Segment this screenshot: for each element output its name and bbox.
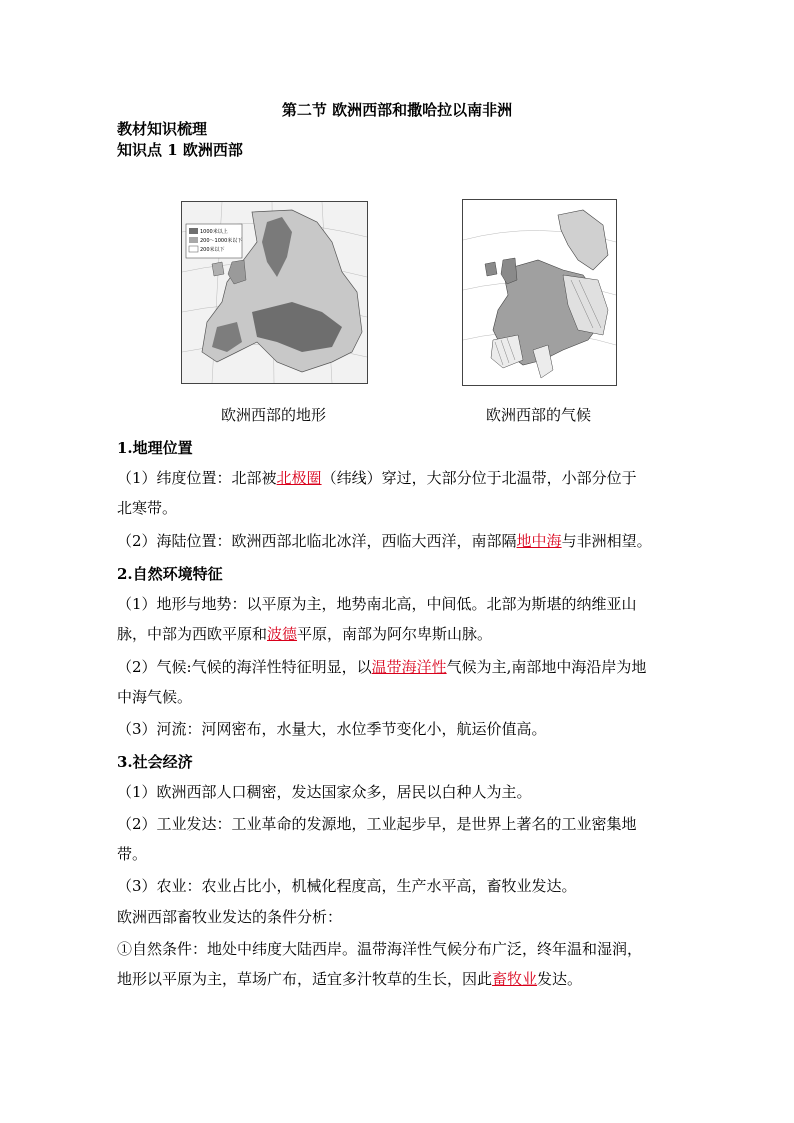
s3-para5-cont: 地形以平原为主，草场广布，适宜多汁牧草的生长，因此畜牧业发达。 — [117, 970, 583, 988]
answer-marine-climate: 温带海洋性 — [371, 658, 447, 676]
s3-para1: （1）欧洲西部人口稠密，发达国家众多，居民以白种人为主。 — [117, 783, 532, 801]
terrain-map-caption: 欧洲西部的地形 — [220, 406, 326, 424]
s2-para3: （3）河流：河网密布，水量大，水位季节变化小，航运价值高。 — [117, 720, 547, 738]
climate-map-caption: 欧洲西部的气候 — [485, 406, 591, 424]
s3-para5: ①自然条件：地处中纬度大陆西岸。温带海洋性气候分布广泛，终年温和湿润， — [117, 940, 643, 958]
answer-mediterranean: 地中海 — [516, 532, 562, 550]
answer-arctic-circle: 北极圈 — [276, 469, 322, 487]
s3-para2-cont: 带。 — [117, 845, 148, 863]
answer-polish: 波德 — [267, 625, 298, 643]
climate-map — [462, 199, 617, 386]
section-heading: 教材知识梳理 — [117, 120, 208, 138]
s1-para1-cont: 北寒带。 — [117, 499, 178, 517]
knowledge-point-heading: 知识点 1 欧洲西部 — [117, 141, 243, 159]
section2-heading: 2.自然环境特征 — [117, 565, 223, 583]
s2-para1-cont: 脉，中部为西欧平原和波德平原，南部为阿尔卑斯山脉。 — [117, 625, 493, 643]
answer-animal-husbandry: 畜牧业 — [492, 970, 538, 988]
section3-heading: 3.社会经济 — [117, 753, 193, 771]
s2-para1: （1）地形与地势：以平原为主，地势南北高，中间低。北部为斯堪的纳维亚山 — [117, 595, 637, 613]
s3-para4: 欧洲西部畜牧业发达的条件分析： — [117, 908, 343, 926]
terrain-map — [181, 201, 368, 384]
s2-para2: （2）气候:气候的海洋性特征明显，以温带海洋性气候为主,南部地中海沿岸为地 — [117, 658, 647, 676]
s1-para1: （1）纬度位置：北部被北极圈（纬线）穿过，大部分位于北温带，小部分位于 — [117, 469, 637, 487]
page-title: 第二节 欧洲西部和撒哈拉以南非洲 — [281, 101, 513, 119]
s3-para2: （2）工业发达：工业革命的发源地，工业起步早，是世界上著名的工业密集地 — [117, 815, 637, 833]
legend-high: 1000米以上 — [200, 229, 228, 235]
section1-heading: 1.地理位置 — [117, 439, 193, 457]
legend-mid: 200～1000米以下 — [200, 238, 243, 244]
s2-para2-cont: 中海气候。 — [117, 688, 193, 706]
s1-para2: （2）海陆位置：欧洲西部北临北冰洋，西临大西洋，南部隔地中海与非洲相望。 — [117, 532, 652, 550]
s3-para3: （3）农业：农业占比小，机械化程度高，生产水平高，畜牧业发达。 — [117, 877, 577, 895]
legend-low: 200米以下 — [200, 247, 225, 253]
